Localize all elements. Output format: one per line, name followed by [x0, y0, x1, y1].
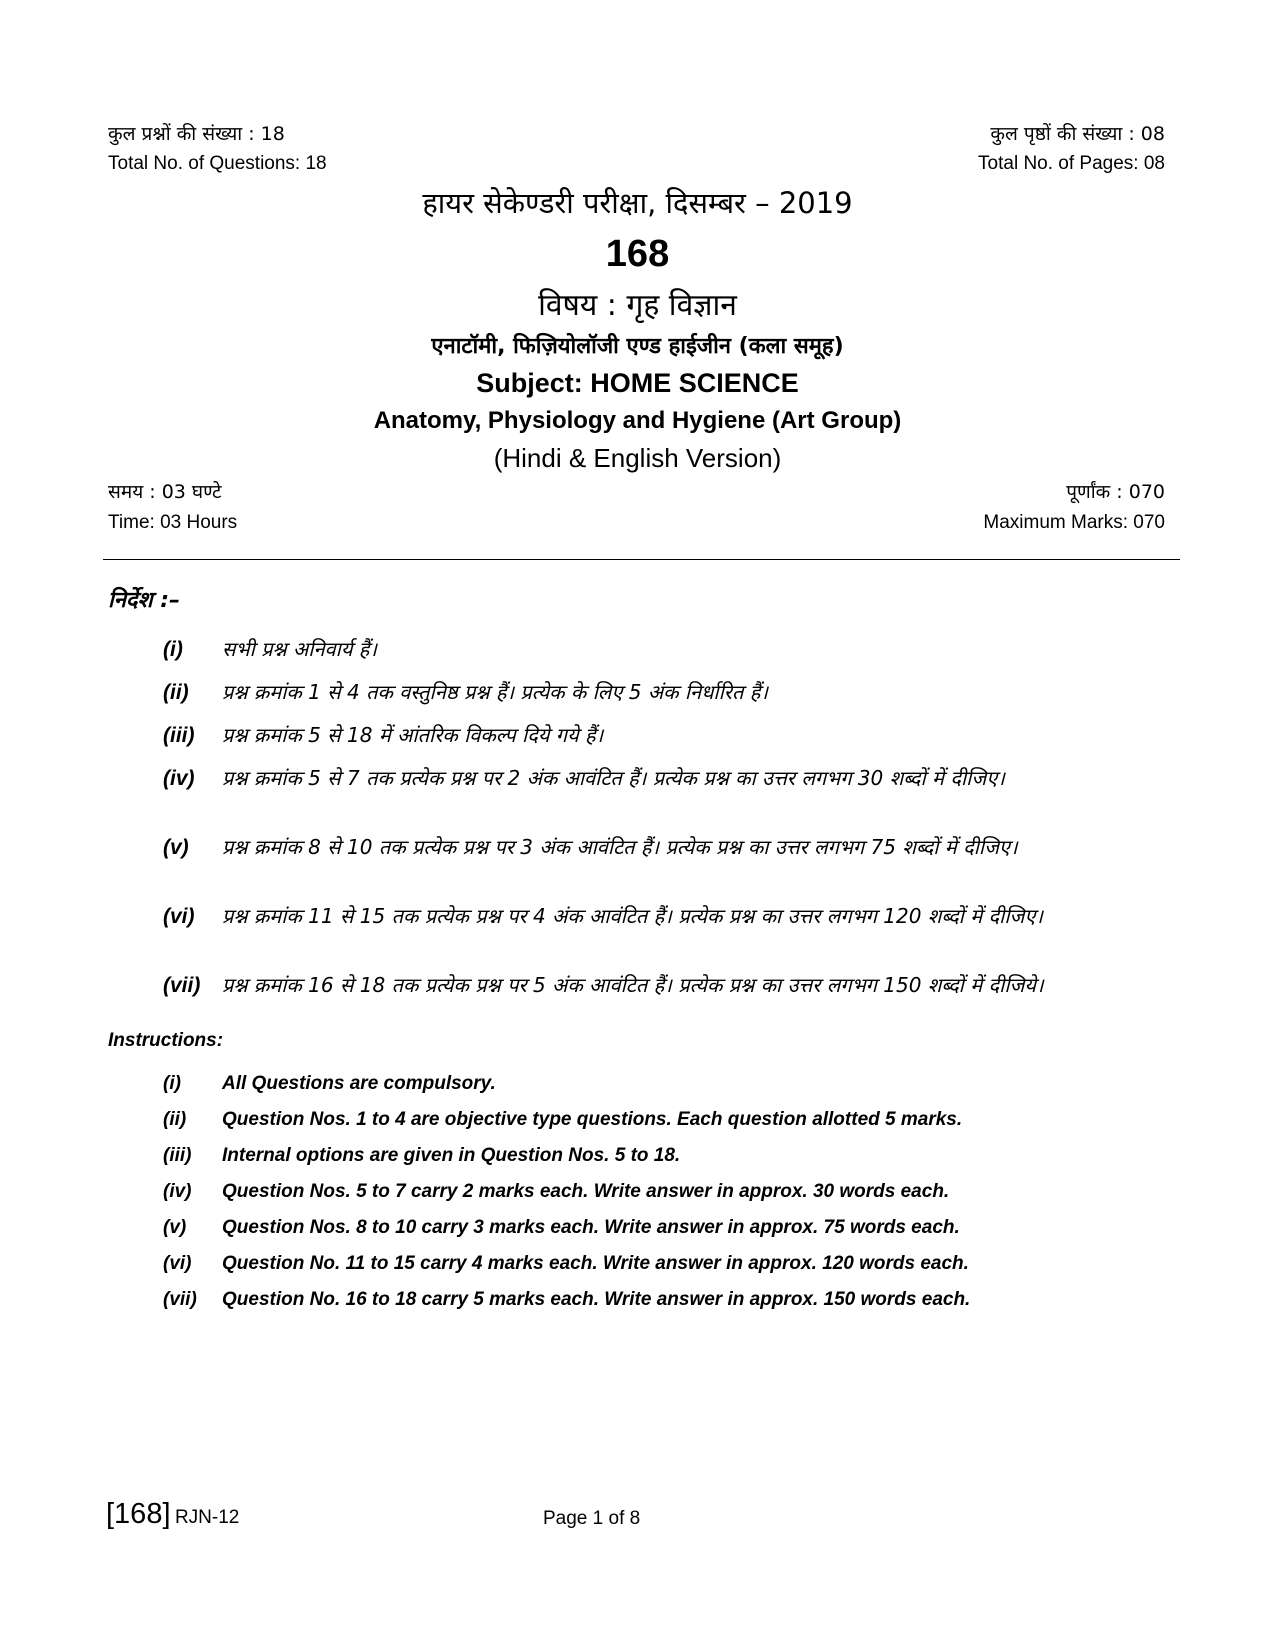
time-en: Time: 03 Hours — [108, 512, 238, 533]
exam-title-hi: हायर सेकेण्डरी परीक्षा, दिसम्बर – 2019 — [422, 186, 853, 220]
paper-code: 168 — [605, 233, 670, 275]
instruction-number: (vii) — [163, 974, 201, 997]
instruction-text-en: Question No. 11 to 15 carry 4 marks each. Write answer in approx. 120 words each. — [222, 1253, 969, 1274]
total-pages-en: Total No. of Pages: 08 — [978, 153, 1165, 174]
instruction-text-hi: प्रश्न क्रमांक 5 से 18 में आंतरिक विकल्प दिये गये हैं। — [222, 723, 604, 747]
instruction-number: (vii) — [163, 1289, 197, 1310]
instruction-text-en: Question Nos. 8 to 10 carry 3 marks each. Write answer in approx. 75 words each. — [222, 1217, 960, 1238]
subtitle-hi: एनाटॉमी, फिज़ियोलॉजी एण्ड हाईजीन (कला समूह) — [431, 334, 844, 359]
footer-paper-code: [168] — [106, 1498, 171, 1530]
instruction-number: (v) — [163, 836, 189, 859]
footer-codes — [106, 1498, 239, 1531]
total-questions-en: Total No. of Questions: 18 — [108, 153, 327, 174]
instruction-text-en: Question No. 16 to 18 carry 5 marks each. Write answer in approx. 150 words each. — [222, 1289, 971, 1310]
instruction-text-hi: प्रश्न क्रमांक 11 से 15 तक प्रत्येक प्रश्न पर 4 अंक आवंटित हैं। प्रत्येक प्रश्न का उत्तर लगभग 120 शब्दों में दीजिए। — [222, 904, 1044, 928]
instruction-text-en: Internal options are given in Question Nos. 5 to 18. — [222, 1145, 681, 1166]
instruction-number: (vi) — [163, 905, 195, 928]
max-marks-en: Maximum Marks: 070 — [983, 512, 1165, 533]
instruction-number: (vi) — [163, 1253, 192, 1274]
version-label: (Hindi & English Version) — [493, 443, 782, 473]
total-questions-hi: कुल प्रश्नों की संख्या : 18 — [108, 123, 285, 145]
subject-hi: विषय : गृह विज्ञान — [538, 288, 737, 323]
instruction-text-hi: प्रश्न क्रमांक 8 से 10 तक प्रत्येक प्रश्न पर 3 अंक आवंटित हैं। प्रत्येक प्रश्न का उत्तर लगभग 75 शब्दों में दीजिए। — [222, 835, 1018, 859]
instructions-heading-hi: निर्देश :– — [108, 588, 181, 613]
instruction-number: (i) — [163, 638, 183, 661]
subject-en: Subject: HOME SCIENCE — [476, 368, 799, 398]
page-number: Page 1 of 8 — [543, 1508, 641, 1529]
instructions-heading-en: Instructions: — [108, 1030, 224, 1051]
subtitle-en: Anatomy, Physiology and Hygiene (Art Group) — [373, 407, 902, 434]
instruction-number: (iv) — [163, 1181, 192, 1202]
instruction-text-en: All Questions are compulsory. — [222, 1073, 496, 1094]
instruction-text-hi: प्रश्न क्रमांक 16 से 18 तक प्रत्येक प्रश्न पर 5 अंक आवंटित हैं। प्रत्येक प्रश्न का उत्तर लगभग 150 शब्दों में दीजिये। — [222, 973, 1044, 997]
instruction-text-hi: सभी प्रश्न अनिवार्य हैं। — [222, 637, 378, 661]
instruction-text-hi: प्रश्न क्रमांक 5 से 7 तक प्रत्येक प्रश्न पर 2 अंक आवंटित हैं। प्रत्येक प्रश्न का उत्तर लगभग 30 शब्दों में दीजिए। — [222, 766, 1005, 790]
instruction-text-en: Question Nos. 1 to 4 are objective type questions. Each question allotted 5 marks. — [222, 1109, 963, 1130]
time-hi: समय : 03 घण्टे — [108, 481, 222, 503]
total-pages-hi: कुल पृष्ठों की संख्या : 08 — [990, 123, 1165, 145]
instruction-number: (v) — [163, 1217, 187, 1238]
instruction-text-hi: प्रश्न क्रमांक 1 से 4 तक वस्तुनिष्ठ प्रश्न हैं। प्रत्येक के लिए 5 अंक निर्धारित हैं। — [222, 680, 768, 704]
instruction-number: (ii) — [163, 681, 189, 704]
instruction-number: (iii) — [163, 724, 195, 747]
max-marks-hi: पूर्णांक : 070 — [1066, 481, 1165, 503]
instruction-number: (i) — [163, 1073, 181, 1094]
footer-series: RJN-12 — [174, 1507, 240, 1528]
instruction-number: (ii) — [163, 1109, 187, 1130]
instruction-text-en: Question Nos. 5 to 7 carry 2 marks each. Write answer in approx. 30 words each. — [222, 1181, 950, 1202]
instruction-number: (iii) — [163, 1145, 192, 1166]
instruction-number: (iv) — [163, 767, 195, 790]
header-divider — [103, 559, 1180, 560]
